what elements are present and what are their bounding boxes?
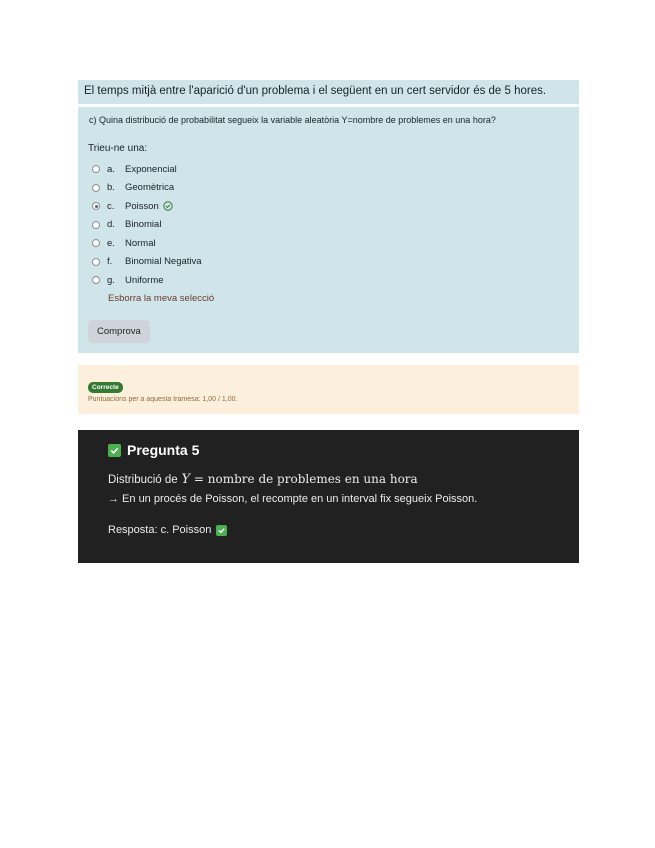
explanation-variable: Y: [181, 472, 191, 487]
option-b[interactable]: [88, 179, 569, 198]
option-c[interactable]: [88, 197, 569, 216]
option-g[interactable]: [88, 271, 569, 290]
radio-button[interactable]: [92, 258, 100, 266]
check-button[interactable]: Comprova: [88, 320, 150, 343]
radio-button[interactable]: [92, 165, 100, 173]
clear-selection-link[interactable]: Esborra la meva selecció: [108, 292, 215, 304]
question-text: c) Quina distribució de probabilitat segueix la variable aleatòria Y=nombre de problemes en una hora?: [89, 115, 496, 125]
question-panel: [78, 107, 579, 353]
radio-button[interactable]: [92, 184, 100, 192]
question-intro: El temps mitjà entre l'aparició d'un problema i el següent en un cert servidor és de 5 hores.: [78, 80, 579, 104]
radio-button-selected[interactable]: [92, 202, 100, 210]
option-letter: f.: [107, 256, 113, 268]
option-label: Binomial: [125, 219, 162, 231]
explanation-title-text: Pregunta 5: [127, 442, 200, 458]
option-label: Normal: [125, 237, 156, 249]
option-label: Binomial Negativa: [125, 256, 202, 268]
option-letter: e.: [107, 237, 115, 249]
radio-button[interactable]: [92, 276, 100, 284]
option-a[interactable]: [88, 160, 569, 179]
option-letter: b.: [107, 182, 115, 194]
option-letter: d.: [107, 219, 115, 231]
option-e[interactable]: [88, 234, 569, 253]
explanation-panel: [78, 430, 579, 563]
explanation-definition: = nombre de problemes en una hora: [193, 472, 418, 486]
option-f[interactable]: [88, 253, 569, 272]
answer-options: [88, 160, 569, 290]
check-mark-icon: [108, 444, 121, 457]
explanation-line-2: → En un procés de Poisson, el recompte en un interval fix segueix Poisson.: [108, 493, 478, 505]
option-label: Poisson: [125, 200, 159, 212]
choose-prompt: Trieu-ne una:: [88, 143, 148, 154]
score-text: Puntuacions per a aquesta tramesa: 1,00 / 1,00.: [88, 396, 238, 403]
option-label: Geomètrica: [125, 182, 175, 194]
explanation-prefix: Distribució de: [108, 474, 178, 486]
explanation-line-1: [108, 472, 579, 487]
option-label: Exponencial: [125, 163, 177, 175]
option-d[interactable]: [88, 216, 569, 235]
explanation-title: [108, 442, 579, 458]
correct-badge: Correcte: [88, 382, 123, 393]
option-label: Uniforme: [125, 274, 164, 286]
correct-check-icon: [163, 201, 173, 211]
option-letter: c.: [107, 200, 115, 212]
explanation-answer: [108, 524, 579, 536]
answer-text: Resposta: c. Poisson: [108, 524, 212, 536]
feedback-panel: [78, 365, 579, 414]
radio-button[interactable]: [92, 221, 100, 229]
radio-button[interactable]: [92, 239, 100, 247]
option-letter: g.: [107, 274, 115, 286]
option-letter: a.: [107, 163, 115, 175]
check-mark-icon: [216, 525, 227, 536]
